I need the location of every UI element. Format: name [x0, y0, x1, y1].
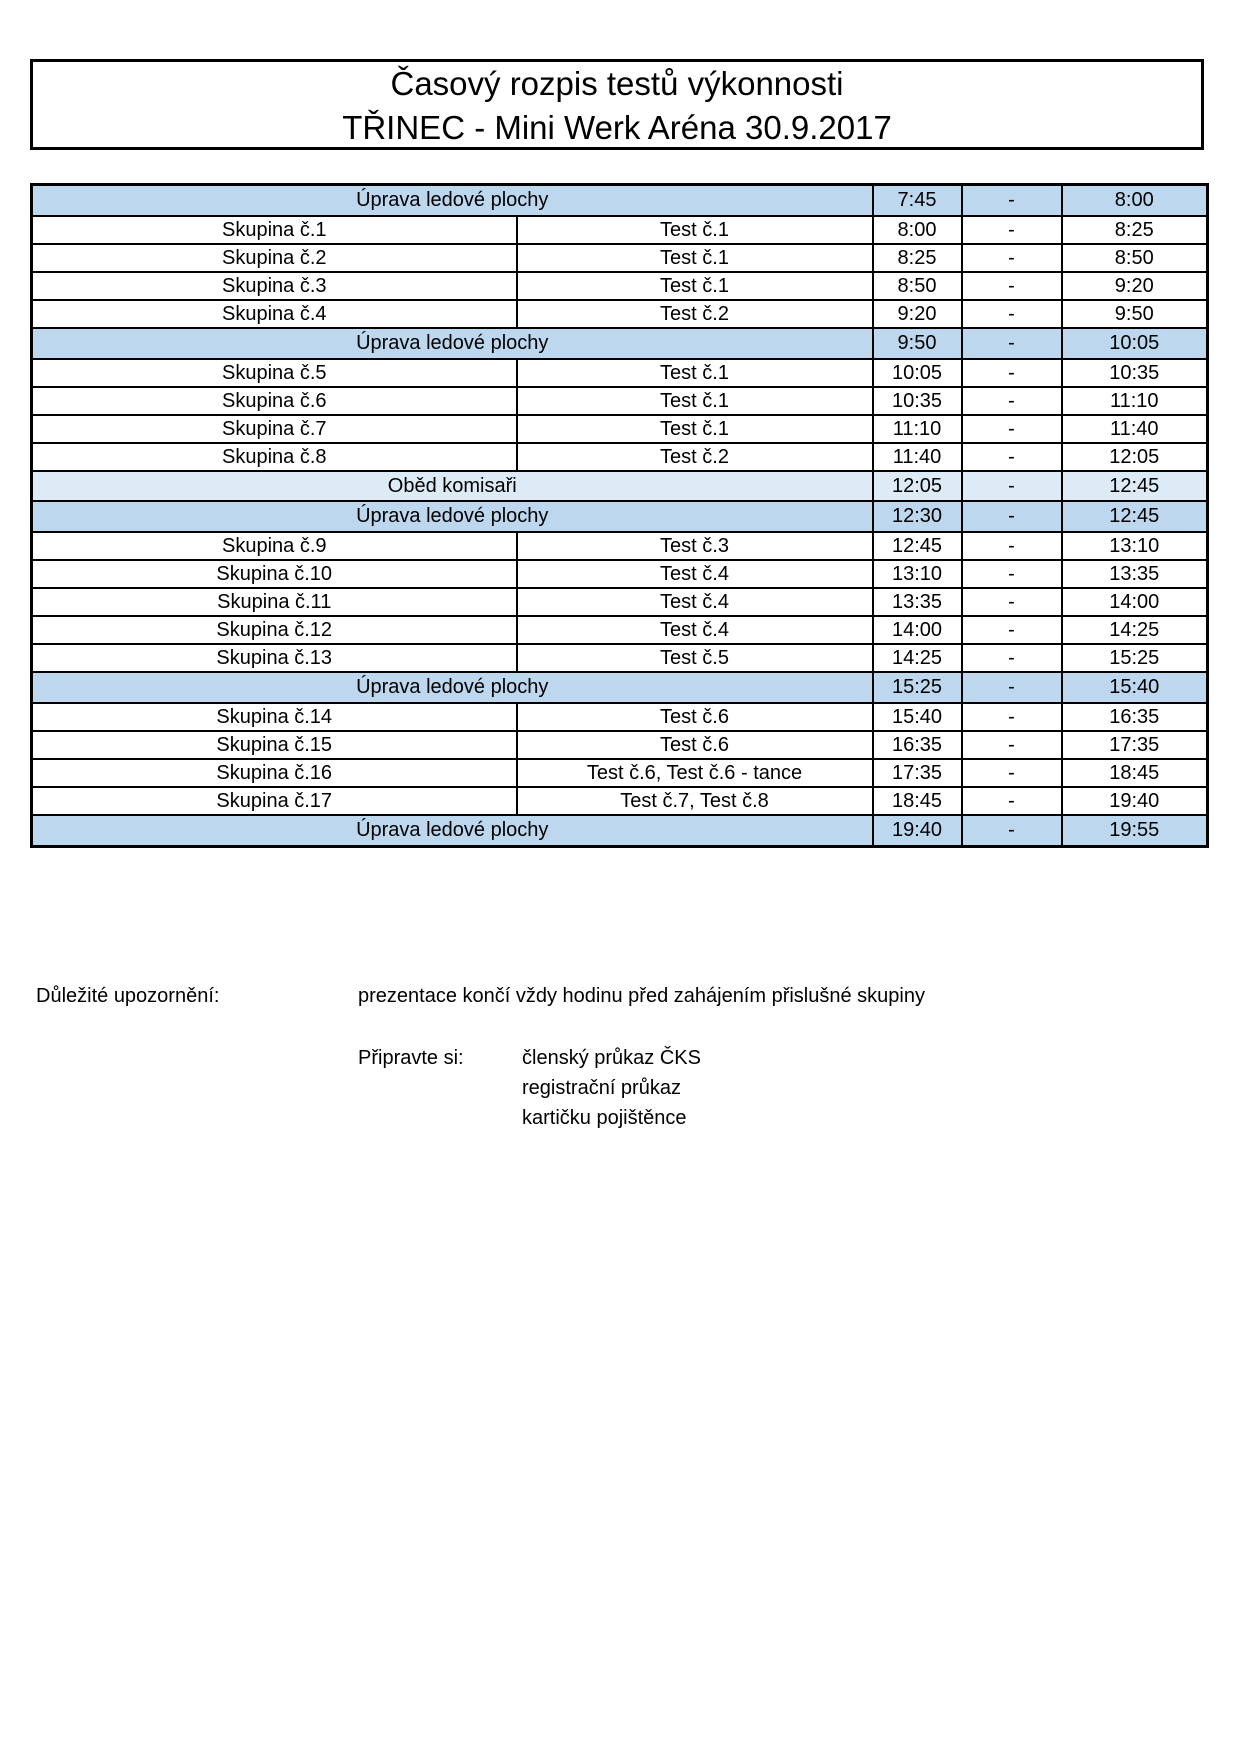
table-row: [32, 588, 1208, 616]
separator-cell: -: [962, 759, 1062, 787]
table-row: [32, 443, 1208, 471]
group-cell: Skupina č.1: [32, 216, 517, 244]
start-time-cell: 17:35: [873, 759, 962, 787]
break-row: [32, 185, 1208, 217]
separator-cell: -: [962, 415, 1062, 443]
activity-cell: Úprava ledové plochy: [32, 672, 873, 703]
table-row: [32, 532, 1208, 560]
activity-cell: Úprava ledové plochy: [32, 185, 873, 217]
test-cell: Test č.1: [517, 415, 873, 443]
end-time-cell: 15:25: [1062, 644, 1208, 672]
start-time-cell: 8:50: [873, 272, 962, 300]
break-row: [32, 672, 1208, 703]
group-cell: Skupina č.6: [32, 387, 517, 415]
group-cell: Skupina č.4: [32, 300, 517, 328]
end-time-cell: 13:10: [1062, 532, 1208, 560]
break-row: [32, 501, 1208, 532]
start-time-cell: 15:40: [873, 703, 962, 731]
test-cell: Test č.7, Test č.8: [517, 787, 873, 815]
group-cell: Skupina č.16: [32, 759, 517, 787]
lunch-row: [32, 471, 1208, 501]
page-title: Časový rozpis testů výkonnosti: [390, 65, 844, 102]
separator-cell: -: [962, 787, 1062, 815]
separator-cell: -: [962, 672, 1062, 703]
test-cell: Test č.1: [517, 359, 873, 387]
test-cell: Test č.6: [517, 703, 873, 731]
separator-cell: -: [962, 731, 1062, 759]
prepare-item: členský průkaz ČKS: [522, 1047, 701, 1069]
start-time-cell: 12:30: [873, 501, 962, 532]
group-cell: Skupina č.14: [32, 703, 517, 731]
group-cell: Skupina č.2: [32, 244, 517, 272]
break-row: [32, 328, 1208, 359]
separator-cell: -: [962, 359, 1062, 387]
separator-cell: -: [962, 216, 1062, 244]
test-cell: Test č.1: [517, 244, 873, 272]
start-time-cell: 10:05: [873, 359, 962, 387]
separator-cell: -: [962, 532, 1062, 560]
separator-cell: -: [962, 185, 1062, 217]
table-row: [32, 415, 1208, 443]
start-time-cell: 8:25: [873, 244, 962, 272]
important-text: prezentace končí vždy hodinu před zahájením přislušné skupiny: [358, 985, 925, 1007]
test-cell: Test č.4: [517, 560, 873, 588]
start-time-cell: 14:00: [873, 616, 962, 644]
separator-cell: -: [962, 560, 1062, 588]
test-cell: Test č.1: [517, 272, 873, 300]
separator-cell: -: [962, 443, 1062, 471]
test-cell: Test č.2: [517, 443, 873, 471]
end-time-cell: 16:35: [1062, 703, 1208, 731]
separator-cell: -: [962, 501, 1062, 532]
group-cell: Skupina č.15: [32, 731, 517, 759]
end-time-cell: 8:50: [1062, 244, 1208, 272]
activity-cell: Úprava ledové plochy: [32, 501, 873, 532]
separator-cell: -: [962, 815, 1062, 847]
table-row: [32, 216, 1208, 244]
separator-cell: -: [962, 328, 1062, 359]
separator-cell: -: [962, 703, 1062, 731]
start-time-cell: 12:45: [873, 532, 962, 560]
test-cell: Test č.3: [517, 532, 873, 560]
schedule-body: [32, 185, 1208, 847]
table-row: [32, 300, 1208, 328]
prepare-label: Připravte si:: [358, 1047, 464, 1069]
start-time-cell: 12:05: [873, 471, 962, 501]
end-time-cell: 10:05: [1062, 328, 1208, 359]
start-time-cell: 10:35: [873, 387, 962, 415]
separator-cell: -: [962, 616, 1062, 644]
group-cell: Skupina č.3: [32, 272, 517, 300]
separator-cell: -: [962, 471, 1062, 501]
table-row: [32, 272, 1208, 300]
group-cell: Skupina č.5: [32, 359, 517, 387]
table-row: [32, 759, 1208, 787]
end-time-cell: 19:40: [1062, 787, 1208, 815]
prepare-item: kartičku pojištěnce: [522, 1107, 687, 1129]
prepare-item: registrační průkaz: [522, 1077, 681, 1099]
end-time-cell: 8:25: [1062, 216, 1208, 244]
test-cell: Test č.1: [517, 387, 873, 415]
group-cell: Skupina č.17: [32, 787, 517, 815]
start-time-cell: 19:40: [873, 815, 962, 847]
end-time-cell: 11:40: [1062, 415, 1208, 443]
start-time-cell: 14:25: [873, 644, 962, 672]
table-row: [32, 244, 1208, 272]
end-time-cell: 17:35: [1062, 731, 1208, 759]
end-time-cell: 18:45: [1062, 759, 1208, 787]
end-time-cell: 8:00: [1062, 185, 1208, 217]
table-row: [32, 616, 1208, 644]
separator-cell: -: [962, 588, 1062, 616]
table-row: [32, 787, 1208, 815]
separator-cell: -: [962, 644, 1062, 672]
end-time-cell: 13:35: [1062, 560, 1208, 588]
start-time-cell: 11:10: [873, 415, 962, 443]
start-time-cell: 13:10: [873, 560, 962, 588]
important-label: Důležité upozornění:: [36, 985, 220, 1007]
end-time-cell: 9:50: [1062, 300, 1208, 328]
separator-cell: -: [962, 272, 1062, 300]
break-row: [32, 815, 1208, 847]
group-cell: Skupina č.12: [32, 616, 517, 644]
table-row: [32, 359, 1208, 387]
table-row: [32, 560, 1208, 588]
start-time-cell: 9:20: [873, 300, 962, 328]
group-cell: Skupina č.13: [32, 644, 517, 672]
separator-cell: -: [962, 387, 1062, 415]
start-time-cell: 18:45: [873, 787, 962, 815]
group-cell: Skupina č.9: [32, 532, 517, 560]
title-box: [30, 59, 1204, 150]
test-cell: Test č.1: [517, 216, 873, 244]
start-time-cell: 15:25: [873, 672, 962, 703]
end-time-cell: 12:05: [1062, 443, 1208, 471]
end-time-cell: 15:40: [1062, 672, 1208, 703]
table-row: [32, 644, 1208, 672]
separator-cell: -: [962, 300, 1062, 328]
group-cell: Skupina č.11: [32, 588, 517, 616]
end-time-cell: 10:35: [1062, 359, 1208, 387]
table-row: [32, 387, 1208, 415]
activity-cell: Úprava ledové plochy: [32, 815, 873, 847]
schedule-table: [30, 183, 1209, 848]
end-time-cell: 11:10: [1062, 387, 1208, 415]
table-row: [32, 703, 1208, 731]
activity-cell: Oběd komisaři: [32, 471, 873, 501]
separator-cell: -: [962, 244, 1062, 272]
test-cell: Test č.4: [517, 616, 873, 644]
test-cell: Test č.6, Test č.6 - tance: [517, 759, 873, 787]
start-time-cell: 13:35: [873, 588, 962, 616]
page-subtitle: TŘINEC - Mini Werk Aréna 30.9.2017: [342, 109, 892, 146]
test-cell: Test č.6: [517, 731, 873, 759]
group-cell: Skupina č.10: [32, 560, 517, 588]
activity-cell: Úprava ledové plochy: [32, 328, 873, 359]
start-time-cell: 11:40: [873, 443, 962, 471]
group-cell: Skupina č.7: [32, 415, 517, 443]
group-cell: Skupina č.8: [32, 443, 517, 471]
test-cell: Test č.4: [517, 588, 873, 616]
end-time-cell: 9:20: [1062, 272, 1208, 300]
end-time-cell: 12:45: [1062, 501, 1208, 532]
end-time-cell: 14:25: [1062, 616, 1208, 644]
end-time-cell: 19:55: [1062, 815, 1208, 847]
start-time-cell: 7:45: [873, 185, 962, 217]
test-cell: Test č.5: [517, 644, 873, 672]
start-time-cell: 9:50: [873, 328, 962, 359]
start-time-cell: 8:00: [873, 216, 962, 244]
end-time-cell: 14:00: [1062, 588, 1208, 616]
start-time-cell: 16:35: [873, 731, 962, 759]
test-cell: Test č.2: [517, 300, 873, 328]
end-time-cell: 12:45: [1062, 471, 1208, 501]
table-row: [32, 731, 1208, 759]
